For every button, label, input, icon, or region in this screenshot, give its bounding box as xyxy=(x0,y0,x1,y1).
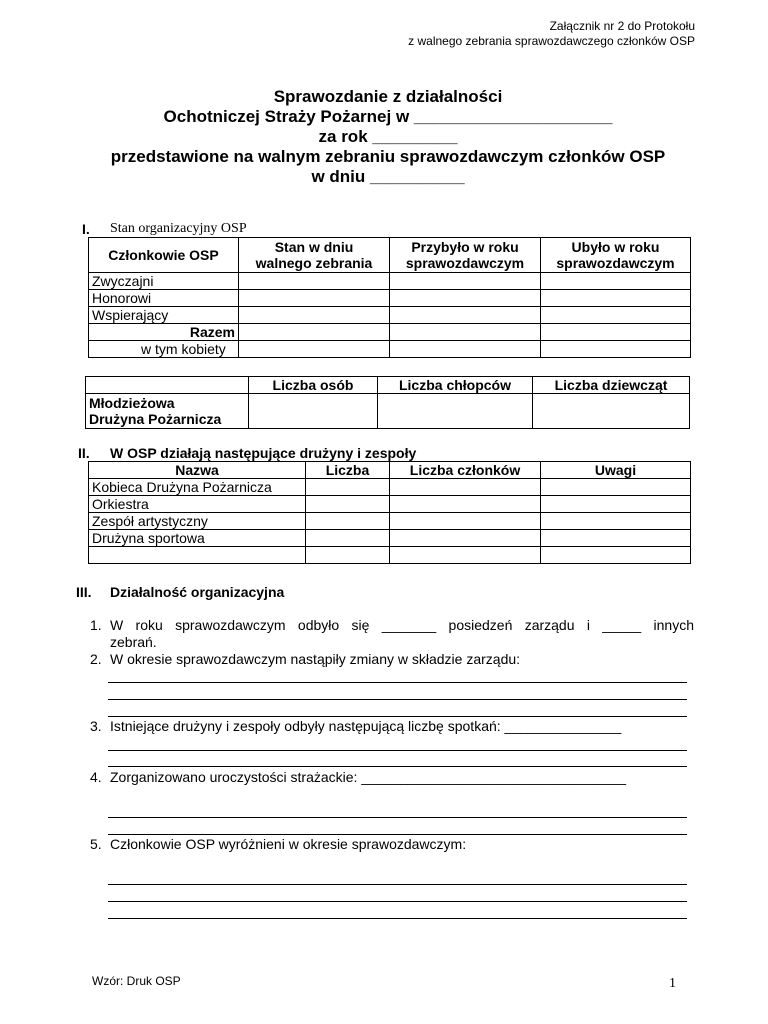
item-5-number: 5. xyxy=(90,836,102,852)
title-line-1: Sprawozdanie z działalności xyxy=(273,87,503,106)
cell[interactable] xyxy=(306,530,390,547)
table-row xyxy=(89,513,691,530)
section-2-number: II. xyxy=(78,445,90,461)
title-line-2: Ochotniczej Straży Pożarnej w _____________________ xyxy=(163,107,613,126)
row-label: Wspierający xyxy=(89,307,239,324)
answer-line[interactable] xyxy=(108,699,687,700)
item-3-number: 3. xyxy=(90,718,102,734)
table-row xyxy=(89,324,691,341)
cell[interactable] xyxy=(378,394,533,429)
cell[interactable] xyxy=(390,479,541,496)
cell[interactable] xyxy=(390,547,541,564)
cell[interactable] xyxy=(541,341,691,358)
cell[interactable] xyxy=(533,394,690,429)
boys-col-header: Liczba chłopców xyxy=(378,377,533,394)
page-number: 1 xyxy=(669,976,676,991)
item-1-text: W roku sprawozdawczym odbyło się _______ posiedzeń zarządu i _____ innych xyxy=(110,617,694,633)
girls-col-header: Liczba dziewcząt xyxy=(533,377,690,394)
attachment-line-1: Załącznik nr 2 do Protokołu xyxy=(549,19,695,33)
table-row xyxy=(89,307,691,324)
members-count-col-header: Liczba członków xyxy=(390,462,541,479)
cell[interactable] xyxy=(541,496,691,513)
section-3-number: III. xyxy=(76,584,92,600)
cell[interactable] xyxy=(239,324,390,341)
youth-team-label: Młodzieżowa Drużyna Pożarnicza xyxy=(86,394,249,429)
item-4-number: 4. xyxy=(90,769,102,785)
cell[interactable] xyxy=(541,530,691,547)
title-line-3: za rok _________ xyxy=(318,127,458,146)
cell[interactable] xyxy=(541,547,691,564)
cell[interactable] xyxy=(390,513,541,530)
answer-line[interactable] xyxy=(108,682,687,683)
item-3-text: Istniejące drużyny i zespoły odbyły następującą liczbę spotkań: _______________ xyxy=(110,718,622,734)
state-col-header: Stan w dniu walnego zebrania xyxy=(239,238,390,273)
row-label: Orkiestra xyxy=(89,496,306,513)
row-label[interactable] xyxy=(89,547,306,564)
attachment-note xyxy=(408,19,695,49)
cell[interactable] xyxy=(239,290,390,307)
row-label: Zespół artystyczny xyxy=(89,513,306,530)
cell[interactable] xyxy=(541,513,691,530)
cell[interactable] xyxy=(306,513,390,530)
answer-line[interactable] xyxy=(108,834,687,835)
row-label: Drużyna sportowa xyxy=(89,530,306,547)
attachment-line-2: z walnego zebrania sprawozdawczego członków OSP xyxy=(408,34,695,48)
cell[interactable] xyxy=(541,479,691,496)
removed-col-header: Ubyło w roku sprawozdawczym xyxy=(541,238,691,273)
row-label: w tym kobiety xyxy=(89,341,239,358)
item-1-text-cont: zebrań. xyxy=(110,634,157,650)
persons-col-header: Liczba osób xyxy=(249,377,378,394)
section-2-title: W OSP działają następujące drużyny i zespoły xyxy=(110,445,417,461)
cell[interactable] xyxy=(239,307,390,324)
cell[interactable] xyxy=(390,307,541,324)
answer-line[interactable] xyxy=(108,884,687,885)
members-col-header: Członkowie OSP xyxy=(89,238,239,273)
answer-line[interactable] xyxy=(108,817,687,818)
teams-table xyxy=(88,461,691,564)
cell[interactable] xyxy=(390,496,541,513)
item-1-number: 1. xyxy=(90,617,102,633)
cell[interactable] xyxy=(239,273,390,290)
table-row xyxy=(89,496,691,513)
row-label: Kobieca Drużyna Pożarnicza xyxy=(89,479,306,496)
item-2-number: 2. xyxy=(90,651,102,667)
item-4-text: Zorganizowano uroczystości strażackie: __________________________________ xyxy=(110,769,627,785)
youth-team-table xyxy=(85,376,690,429)
cell[interactable] xyxy=(390,290,541,307)
cell[interactable] xyxy=(306,496,390,513)
row-label: Razem xyxy=(89,324,239,341)
answer-line[interactable] xyxy=(108,716,687,717)
added-col-header: Przybyło w roku sprawozdawczym xyxy=(390,238,541,273)
answer-line[interactable] xyxy=(108,750,687,751)
cell[interactable] xyxy=(541,273,691,290)
section-3-title: Działalność organizacyjna xyxy=(110,584,285,600)
name-col-header: Nazwa xyxy=(89,462,306,479)
answer-line[interactable] xyxy=(108,918,687,919)
cell[interactable] xyxy=(541,290,691,307)
cell[interactable] xyxy=(390,341,541,358)
table-row xyxy=(89,479,691,496)
footer-form-label: Wzór: Druk OSP xyxy=(92,974,181,988)
section-1-title: Stan organizacyjny OSP xyxy=(110,221,247,236)
cell[interactable] xyxy=(249,394,378,429)
table-row xyxy=(89,341,691,358)
title-line-4: przedstawione na walnym zebraniu sprawozdawczym członków OSP xyxy=(110,147,666,166)
title-line-5: w dniu __________ xyxy=(311,167,465,186)
item-5-text: Członkowie OSP wyróżnieni w okresie sprawozdawczym: xyxy=(110,836,467,852)
answer-line[interactable] xyxy=(108,766,687,767)
table-row xyxy=(89,530,691,547)
cell[interactable] xyxy=(306,479,390,496)
cell[interactable] xyxy=(390,324,541,341)
table-row xyxy=(89,290,691,307)
cell[interactable] xyxy=(390,273,541,290)
row-label: Honorowi xyxy=(89,290,239,307)
cell[interactable] xyxy=(541,324,691,341)
item-2-text: W okresie sprawozdawczym nastąpiły zmiany w składzie zarządu: xyxy=(110,651,521,667)
members-table xyxy=(88,237,691,358)
table-row xyxy=(89,547,691,564)
remarks-col-header: Uwagi xyxy=(541,462,691,479)
section-1-number: I. xyxy=(82,221,90,237)
answer-line[interactable] xyxy=(108,901,687,902)
table-row xyxy=(89,273,691,290)
cell[interactable] xyxy=(541,307,691,324)
cell[interactable] xyxy=(239,341,390,358)
count-col-header: Liczba xyxy=(306,462,390,479)
cell[interactable] xyxy=(306,547,390,564)
blank-header xyxy=(86,377,249,394)
cell[interactable] xyxy=(390,530,541,547)
row-label: Zwyczajni xyxy=(89,273,239,290)
